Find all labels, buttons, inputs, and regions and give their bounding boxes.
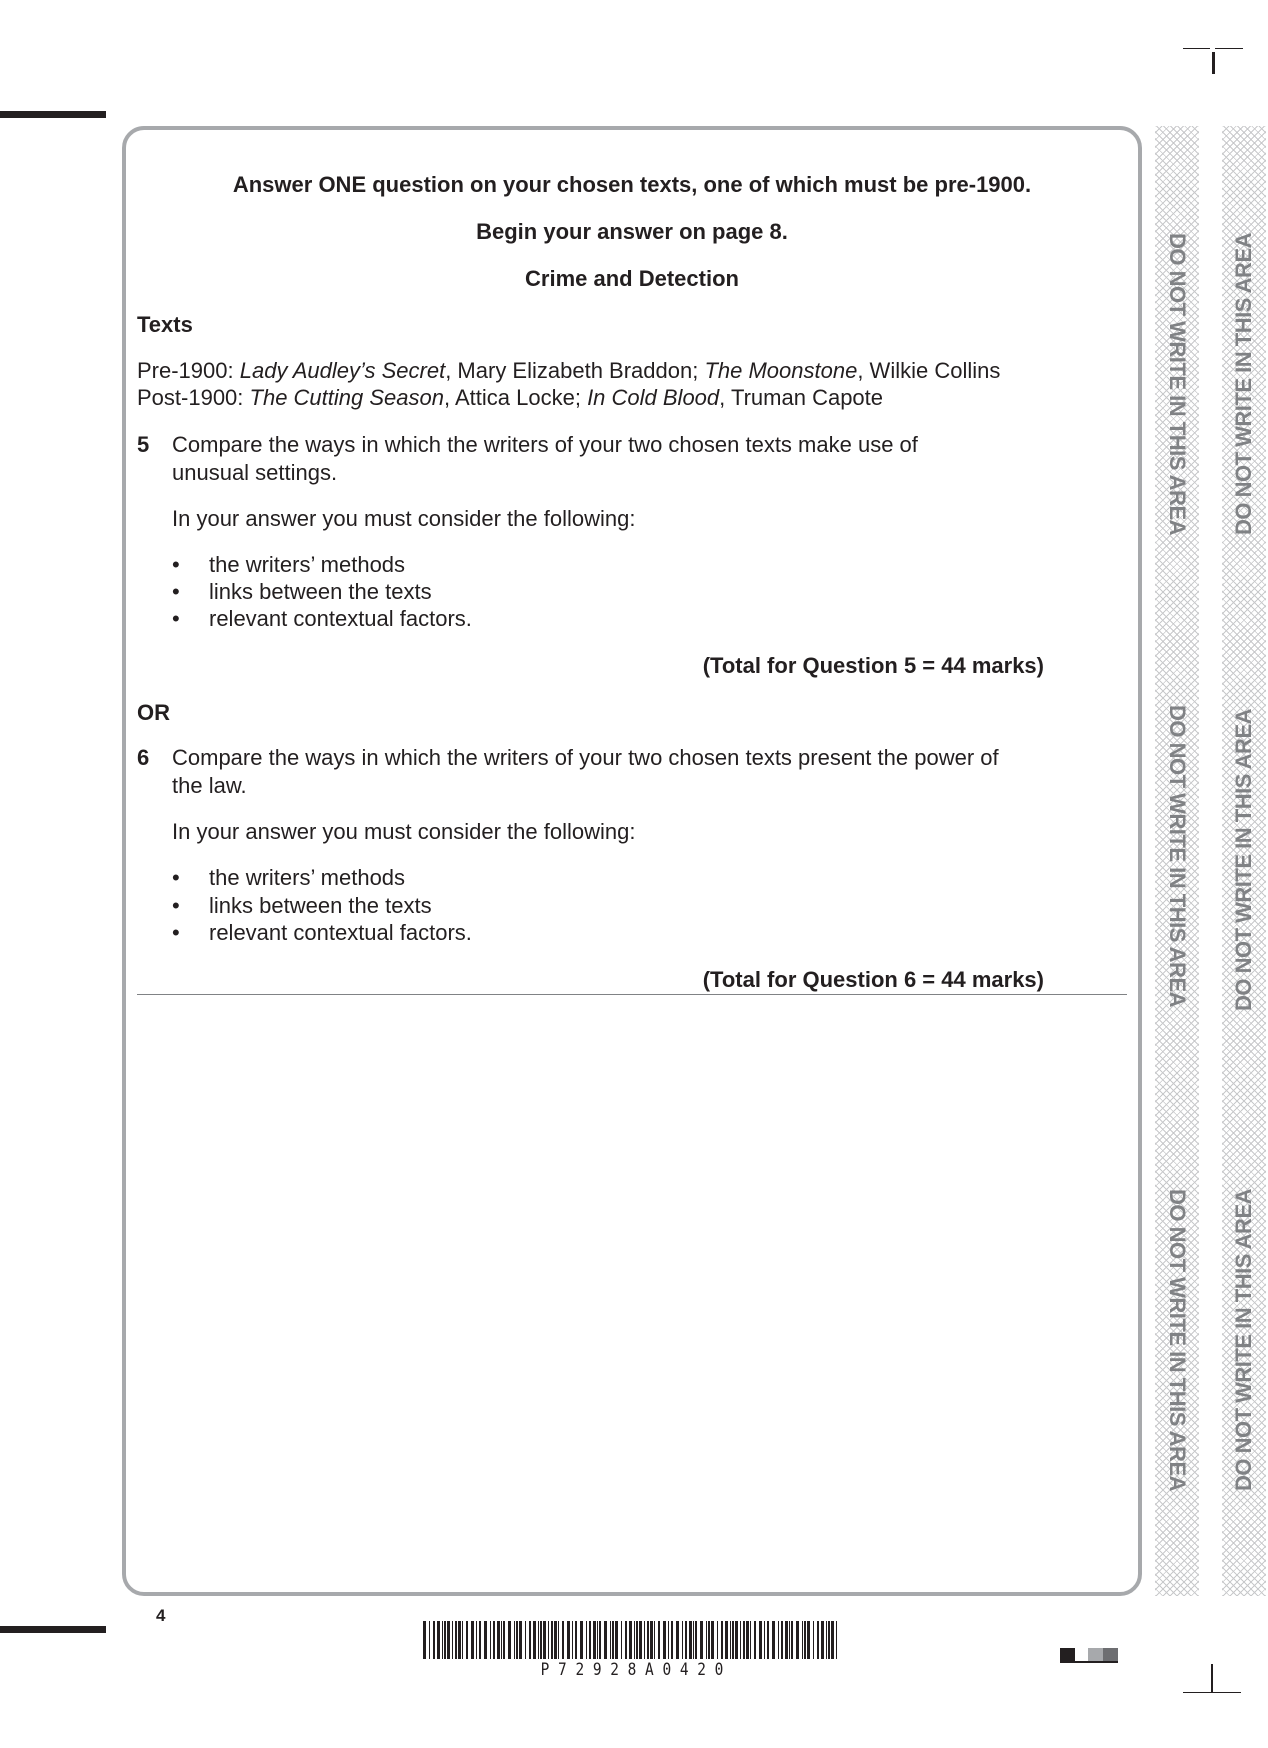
- barcode-bar: [676, 1621, 679, 1659]
- margin-warning: DO NOT WRITE IN THIS AREA: [1231, 708, 1256, 1012]
- barcode-bar: [621, 1621, 622, 1659]
- page-number: 4: [156, 1606, 166, 1625]
- barcode-bar: [700, 1621, 703, 1659]
- bullet-icon: •: [172, 606, 180, 631]
- barcode-bar: [433, 1621, 435, 1659]
- barcode-bar: [682, 1621, 683, 1659]
- barcode-bar: [501, 1621, 502, 1659]
- barcode-bar: [725, 1621, 728, 1659]
- page-marker-squares: [1060, 1648, 1118, 1663]
- barcode-bar: [437, 1621, 440, 1659]
- margin-warning: DO NOT WRITE IN THIS AREA: [1165, 1188, 1190, 1492]
- barcode-bar: [452, 1621, 453, 1659]
- barcode-bar: [813, 1621, 814, 1659]
- barcode-bar: [685, 1621, 687, 1659]
- bullet-icon: •: [172, 579, 180, 604]
- barcode-bar: [423, 1621, 426, 1659]
- barcode-bar: [663, 1621, 666, 1659]
- crop-mark: [1211, 1664, 1213, 1692]
- barcode-bar: [514, 1621, 515, 1659]
- bullet-icon: •: [172, 893, 180, 918]
- bullet-icon: •: [172, 920, 180, 945]
- barcode-bar: [533, 1621, 536, 1659]
- barcode-bar: [644, 1621, 645, 1659]
- margin-strip-outer: [1222, 126, 1266, 1596]
- bullet-item: relevant contextual factors.: [209, 920, 472, 945]
- barcode-text: P 7 2 9 2 8 A 0 4 2 0: [540, 1660, 724, 1680]
- consider-instruction: In your answer you must consider the following:: [172, 506, 636, 531]
- barcode-bar: [789, 1621, 790, 1659]
- margin-warning: DO NOT WRITE IN THIS AREA: [1231, 1188, 1256, 1492]
- barcode-bar: [455, 1621, 457, 1659]
- crop-mark: [1183, 1692, 1241, 1693]
- barcode-bar: [730, 1621, 731, 1659]
- barcode-bar: [625, 1621, 627, 1659]
- barcode-bar: [484, 1621, 487, 1659]
- question-total: (Total for Question 5 = 44 marks): [702, 653, 1044, 678]
- barcode: [423, 1621, 841, 1659]
- barcode-bar: [668, 1621, 669, 1659]
- barcode-bar: [650, 1621, 653, 1659]
- barcode-bar: [540, 1621, 542, 1659]
- barcode-bar: [740, 1621, 741, 1659]
- barcode-bar: [490, 1621, 491, 1659]
- margin-warning: DO NOT WRITE IN THIS AREA: [1231, 232, 1256, 536]
- barcode-bar: [708, 1621, 710, 1659]
- barcode-bar: [586, 1621, 587, 1659]
- or-label: OR: [137, 700, 170, 725]
- barcode-bar: [826, 1621, 827, 1659]
- question-number: 6: [137, 745, 150, 770]
- question-text: Compare the ways in which the writers of your two chosen texts make use of: [172, 432, 918, 457]
- barcode-bar: [516, 1621, 518, 1659]
- barcode-bar: [791, 1621, 793, 1659]
- registration-bar-top: [0, 111, 106, 118]
- barcode-bar: [442, 1621, 443, 1659]
- barcode-bar: [447, 1621, 450, 1659]
- barcode-bar: [476, 1621, 477, 1659]
- barcode-bar: [538, 1621, 539, 1659]
- instruction-choose: Answer ONE question on your chosen texts, one of which must be pre-1900.: [232, 172, 1032, 197]
- margin-warning: DO NOT WRITE IN THIS AREA: [1165, 704, 1190, 1008]
- barcode-bar: [802, 1621, 803, 1659]
- barcode-bar: [721, 1621, 723, 1659]
- post-1900-texts: Post-1900: The Cutting Season, Attica Locke; In Cold Blood, Truman Capote: [137, 385, 884, 410]
- barcode-bar: [743, 1621, 745, 1659]
- answer-frame: [122, 126, 1142, 1596]
- barcode-bar: [746, 1621, 749, 1659]
- barcode-bar: [671, 1621, 673, 1659]
- barcode-bar: [612, 1621, 614, 1659]
- barcode-bar: [497, 1621, 500, 1659]
- instruction-begin-page: Begin your answer on page 8.: [476, 219, 788, 244]
- barcode-bar: [781, 1621, 783, 1659]
- barcode-bar: [767, 1621, 769, 1659]
- barcode-bar: [654, 1621, 655, 1659]
- barcode-bar: [821, 1621, 824, 1659]
- barcode-bar: [778, 1621, 779, 1659]
- barcode-bar: [580, 1621, 583, 1659]
- barcode-bar: [695, 1621, 697, 1659]
- question-text: Compare the ways in which the writers of your two chosen texts present the power of: [172, 745, 999, 770]
- barcode-bar: [558, 1621, 559, 1659]
- barcode-bar: [634, 1621, 635, 1659]
- barcode-bar: [817, 1621, 819, 1659]
- barcode-bar: [717, 1621, 718, 1659]
- barcode-bar: [525, 1621, 526, 1659]
- crop-mark: [1215, 48, 1243, 49]
- bullet-item: links between the texts: [209, 893, 432, 918]
- barcode-bar: [479, 1621, 481, 1659]
- barcode-bar: [551, 1621, 553, 1659]
- barcode-bar: [732, 1621, 734, 1659]
- bullet-item: the writers’ methods: [209, 552, 406, 577]
- barcode-bar: [508, 1621, 511, 1659]
- barcode-bar: [759, 1621, 762, 1659]
- section-divider: [137, 994, 1127, 995]
- barcode-bar: [503, 1621, 505, 1659]
- barcode-bar: [458, 1621, 461, 1659]
- barcode-bar: [615, 1621, 618, 1659]
- barcode-bar: [567, 1621, 570, 1659]
- barcode-bar: [597, 1621, 598, 1659]
- texts-heading: Texts: [137, 312, 193, 337]
- barcode-bar: [836, 1621, 837, 1659]
- barcode-bar: [804, 1621, 806, 1659]
- barcode-bar: [772, 1621, 775, 1659]
- margin-strip-inner: [1155, 126, 1199, 1596]
- barcode-bar: [693, 1621, 694, 1659]
- crop-mark: [1183, 48, 1210, 49]
- barcode-bar: [807, 1621, 810, 1659]
- bullet-icon: •: [172, 865, 180, 890]
- barcode-bar: [599, 1621, 601, 1659]
- bullet-item: relevant contextual factors.: [209, 606, 472, 631]
- barcode-bar: [562, 1621, 564, 1659]
- barcode-bar: [658, 1621, 660, 1659]
- barcode-bar: [831, 1621, 834, 1659]
- barcode-bar: [593, 1621, 596, 1659]
- barcode-bar: [636, 1621, 638, 1659]
- bullet-item: links between the texts: [209, 579, 432, 604]
- barcode-bar: [754, 1621, 756, 1659]
- question-number: 5: [137, 432, 150, 457]
- margin-warning: DO NOT WRITE IN THIS AREA: [1165, 232, 1190, 536]
- barcode-bar: [471, 1621, 474, 1659]
- consider-instruction: In your answer you must consider the following:: [172, 819, 636, 844]
- barcode-bar: [629, 1621, 632, 1659]
- barcode-bar: [444, 1621, 446, 1659]
- barcode-bar: [529, 1621, 531, 1659]
- barcode-bar: [647, 1621, 649, 1659]
- crop-mark: [1212, 52, 1215, 74]
- barcode-bar: [493, 1621, 495, 1659]
- barcode-bar: [706, 1621, 707, 1659]
- barcode-bar: [604, 1621, 607, 1659]
- barcode-bar: [554, 1621, 557, 1659]
- barcode-bar: [796, 1621, 799, 1659]
- barcode-bar: [589, 1621, 591, 1659]
- barcode-bar: [543, 1621, 546, 1659]
- barcode-bar: [639, 1621, 642, 1659]
- barcode-bar: [429, 1621, 430, 1659]
- barcode-bar: [575, 1621, 577, 1659]
- registration-bar-bottom: [0, 1626, 106, 1633]
- barcode-bar: [785, 1621, 788, 1659]
- barcode-bar: [689, 1621, 692, 1659]
- bullet-item: the writers’ methods: [209, 865, 406, 890]
- question-text: the law.: [172, 773, 247, 798]
- barcode-bar: [711, 1621, 714, 1659]
- barcode-bar: [548, 1621, 549, 1659]
- question-text: unusual settings.: [172, 460, 338, 485]
- barcode-bar: [828, 1621, 830, 1659]
- bullet-icon: •: [172, 552, 180, 577]
- barcode-bar: [572, 1621, 573, 1659]
- question-total: (Total for Question 6 = 44 marks): [702, 967, 1044, 992]
- barcode-bar: [519, 1621, 522, 1659]
- barcode-bar: [764, 1621, 765, 1659]
- section-title: Crime and Detection: [525, 266, 739, 291]
- barcode-bar: [735, 1621, 738, 1659]
- barcode-bar: [462, 1621, 463, 1659]
- barcode-bar: [610, 1621, 611, 1659]
- barcode-bar: [466, 1621, 468, 1659]
- barcode-bar: [750, 1621, 751, 1659]
- pre-1900-texts: Pre-1900: Lady Audley’s Secret, Mary Elizabeth Braddon; The Moonstone, Wilkie Collins: [137, 358, 1001, 383]
